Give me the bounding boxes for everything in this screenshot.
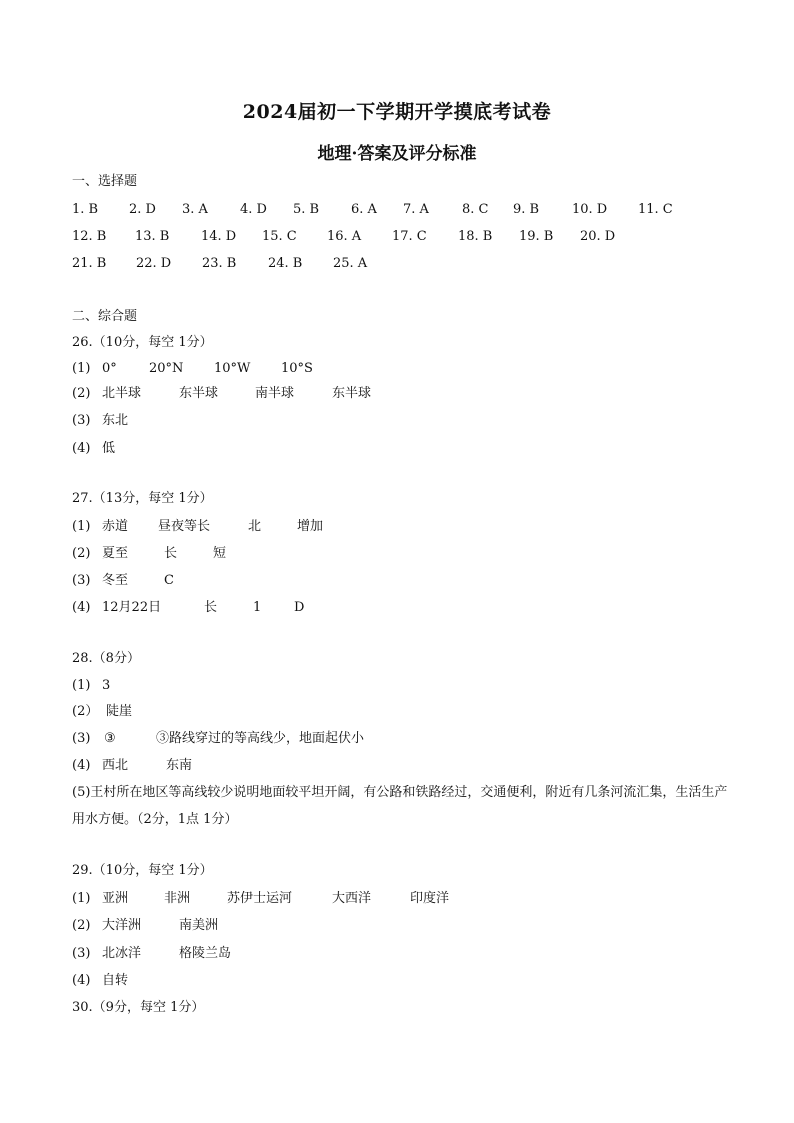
choice-answer: 17. C — [392, 229, 427, 244]
answer-blank: 10°W — [214, 361, 251, 376]
answer-blank: 苏伊士运河 — [227, 891, 293, 906]
answer-blank: 大洋洲 — [102, 918, 142, 933]
choice-row-2 — [72, 229, 732, 245]
answer-blank: 长 — [204, 600, 218, 615]
answer-blank: 南半球 — [255, 386, 295, 401]
answer-blank: 大西洋 — [332, 891, 372, 906]
choice-answer: 16. A — [327, 229, 362, 244]
item-number: (3) — [72, 731, 91, 746]
answer-blank: 西北 — [102, 758, 129, 773]
question-29-head: 29.（10分，每空 1分） — [72, 863, 213, 878]
answer-blank: 夏至 — [102, 546, 129, 561]
choice-answer: 22. D — [136, 256, 172, 271]
item-number: (4) — [72, 758, 91, 773]
choice-answer: 8. C — [462, 202, 489, 217]
answer-blank: 非洲 — [164, 891, 191, 906]
question-28-head: 28.（8分） — [72, 651, 140, 666]
choice-row-1 — [72, 202, 732, 218]
section2-heading: 二、综合题 — [72, 309, 138, 324]
item-number: (4) — [72, 441, 91, 456]
choice-answer: 18. B — [458, 229, 493, 244]
q27-line-4 — [72, 600, 472, 616]
item-number: (1) — [72, 891, 91, 906]
choice-answer: 10. D — [572, 202, 608, 217]
question-30-head: 30.（9分，每空 1分） — [72, 1000, 205, 1015]
q28-line-3 — [72, 731, 572, 747]
answer-blank: 3 — [102, 678, 111, 693]
q27-line-2 — [72, 546, 472, 562]
q28-part5-paragraph: (5)王村所在地区等高线较少说明地面较平坦开阔，有公路和铁路经过，交通便利，附近有几条河流汇集，生活生产用水方便。（2分，1点 1分） — [72, 785, 728, 827]
answer-blank: 0° — [102, 361, 117, 376]
q29-line-4 — [72, 973, 472, 989]
choice-answer: 19. B — [519, 229, 554, 244]
choice-answer: 14. D — [201, 229, 237, 244]
answer-blank: 格陵兰岛 — [179, 946, 232, 961]
answer-blank: 北 — [248, 519, 262, 534]
answer-blank: ③ — [104, 731, 116, 746]
answer-blank: 低 — [102, 441, 116, 456]
choice-answer: 3. A — [182, 202, 208, 217]
answer-blank: 北半球 — [102, 386, 142, 401]
answer-blank: 增加 — [297, 519, 324, 534]
choice-answer: 12. B — [72, 229, 107, 244]
answer-blank: 东半球 — [332, 386, 372, 401]
section1-heading: 一、选择题 — [72, 174, 138, 189]
item-number: (2) — [72, 386, 91, 401]
item-number: (3) — [72, 946, 91, 961]
answer-blank: 自转 — [102, 973, 129, 988]
choice-answer: 6. A — [351, 202, 377, 217]
choice-answer: 5. B — [293, 202, 320, 217]
item-number: (1) — [72, 678, 91, 693]
choice-answer: 11. C — [638, 202, 673, 217]
answer-blank: 短 — [213, 546, 227, 561]
question-27-head: 27.（13分，每空 1分） — [72, 491, 213, 506]
choice-answer: 1. B — [72, 202, 99, 217]
item-number: (2) — [72, 918, 91, 933]
q26-line-2 — [72, 386, 472, 402]
q28-line-1 — [72, 678, 472, 694]
answer-blank: 冬至 — [102, 573, 129, 588]
item-number: (3) — [72, 413, 91, 428]
answer-blank: 12月22日 — [102, 600, 162, 615]
choice-answer: 4. D — [240, 202, 267, 217]
answer-blank: D — [294, 600, 305, 615]
answer-blank: 印度洋 — [410, 891, 450, 906]
item-number: (2） — [72, 704, 99, 719]
choice-answer: 7. A — [403, 202, 429, 217]
answer-blank: ③路线穿过的等高线少，地面起伏小 — [156, 731, 365, 746]
q26-line-3 — [72, 413, 472, 429]
choice-row-3 — [72, 256, 732, 272]
q26-line-1 — [72, 361, 472, 377]
q29-line-2 — [72, 918, 472, 934]
q28-line-2 — [72, 704, 472, 720]
q26-line-4 — [72, 441, 472, 457]
q29-line-1 — [72, 891, 572, 907]
answer-blank: 昼夜等长 — [158, 519, 211, 534]
choice-answer: 13. B — [135, 229, 170, 244]
item-number: (3) — [72, 573, 91, 588]
answer-blank: 1 — [253, 600, 262, 615]
page-subtitle: 地理·答案及评分标准 — [317, 144, 477, 164]
q29-line-3 — [72, 946, 472, 962]
choice-answer: 15. C — [262, 229, 297, 244]
answer-blank: 赤道 — [102, 519, 129, 534]
item-number: (1) — [72, 361, 91, 376]
answer-blank: 北冰洋 — [102, 946, 142, 961]
q28-line-4 — [72, 758, 472, 774]
answer-blank: 10°S — [281, 361, 313, 376]
answer-blank: 东南 — [166, 758, 193, 773]
choice-answer: 21. B — [72, 256, 107, 271]
answer-blank: 东北 — [102, 413, 129, 428]
answer-blank: 长 — [164, 546, 178, 561]
answer-blank: 20°N — [149, 361, 184, 376]
page-title: 2024届初一下学期开学摸底考试卷 — [242, 101, 552, 123]
q27-line-1 — [72, 519, 472, 535]
choice-answer: 20. D — [580, 229, 616, 244]
item-number: (2) — [72, 546, 91, 561]
answer-blank: 东半球 — [179, 386, 219, 401]
answer-blank: 亚洲 — [102, 891, 129, 906]
choice-answer: 2. D — [129, 202, 156, 217]
choice-answer: 9. B — [513, 202, 540, 217]
item-number: (4) — [72, 973, 91, 988]
item-number: (4) — [72, 600, 91, 615]
q27-line-3 — [72, 573, 472, 589]
answer-blank: 陡崖 — [106, 704, 133, 719]
choice-answer: 25. A — [333, 256, 368, 271]
answer-blank: C — [164, 573, 174, 588]
choice-answer: 24. B — [268, 256, 303, 271]
answer-blank: 南美洲 — [179, 918, 219, 933]
choice-answer: 23. B — [202, 256, 237, 271]
item-number: (1) — [72, 519, 91, 534]
question-26-head: 26.（10分，每空 1分） — [72, 335, 213, 350]
